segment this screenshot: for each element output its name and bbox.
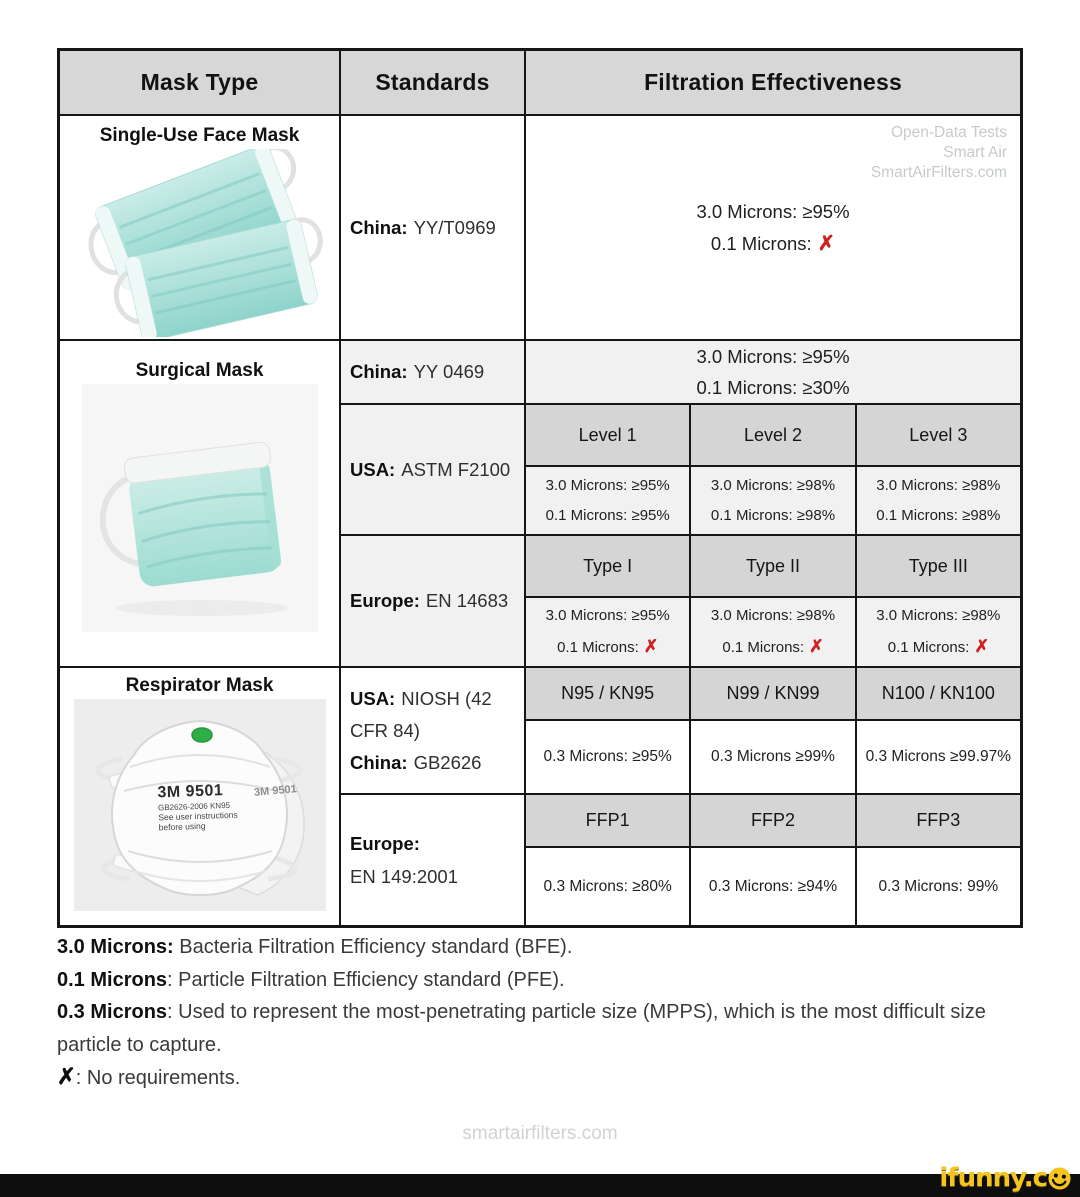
- ffp3-value: 0.3 Microns: 99%: [878, 877, 999, 895]
- watermark-line: Open-Data Tests: [890, 124, 1007, 141]
- surgical-mask-title: Surgical Mask: [135, 360, 264, 381]
- header-mask-type: Mask Type: [60, 51, 341, 114]
- pfe-label: 0.1 Microns:: [557, 639, 639, 656]
- standard-region: China:: [350, 751, 408, 773]
- bfe-value: 3.0 Microns: ≥98%: [876, 476, 1001, 494]
- x-mark-icon: ✗: [817, 231, 836, 255]
- single-use-mask-illustration: [72, 149, 328, 337]
- standard-code: NIOSH (42 CFR 84): [350, 687, 492, 741]
- footnote-text: : No requirements.: [75, 1067, 241, 1089]
- level-3-header: Level 3: [909, 424, 968, 445]
- type-1-values: [526, 598, 691, 666]
- ifunny-logo: [939, 1163, 1072, 1193]
- pfe-value: 0.1 Microns: ≥98%: [710, 506, 836, 524]
- bfe-value: 3.0 Microns: ≥95%: [545, 476, 670, 494]
- level-2-values: [691, 467, 856, 534]
- surgical-usa-standard-cell: [341, 405, 526, 534]
- pfe-value: [711, 228, 835, 260]
- en14683-types-grid: [526, 536, 1020, 666]
- bfe-value: 3.0 Microns: ≥98%: [710, 476, 836, 494]
- table-header-row: [60, 51, 1020, 116]
- row-respirator-mask: [60, 668, 1020, 925]
- n95-value: 0.3 Microns: ≥95%: [526, 721, 691, 793]
- surgical-china-filtration-cell: [526, 341, 1020, 403]
- respirator-model-text: 3M 9501: [156, 782, 224, 802]
- standard-line: [350, 747, 508, 779]
- standard-code: ASTM F2100: [401, 458, 511, 480]
- watermark-line: Smart Air: [943, 144, 1007, 161]
- n95-header: N95 / KN95: [526, 668, 691, 719]
- smart-air-watermark: [871, 123, 1007, 183]
- surgical-mask-image: [82, 384, 318, 632]
- standard-code: EN 149:2001: [350, 866, 459, 887]
- pfe-label: 0.1 Microns:: [722, 639, 805, 656]
- respirator-back-model-text: 3M 9501: [253, 783, 297, 799]
- bfe-value: 3.0 Microns: ≥98%: [710, 607, 836, 624]
- n99-value: 0.3 Microns ≥99%: [691, 721, 856, 793]
- pfe-value: 0.1 Microns: ≥30%: [696, 377, 850, 398]
- x-mark-icon: ✗: [57, 1064, 76, 1089]
- en14683-types-header: [526, 536, 1020, 598]
- bfe-value: 3.0 Microns: ≥95%: [696, 200, 850, 222]
- level-1-header: Level 1: [526, 405, 691, 465]
- surgical-mask-cell: [60, 341, 341, 666]
- footnote-bfe: [57, 931, 989, 964]
- footnote-label: 0.1 Microns: [57, 968, 168, 991]
- ifunny-logo-text: ifunny.c: [939, 1163, 1047, 1193]
- pfe-value: 0.1 Microns: ≥98%: [876, 506, 1001, 524]
- x-mark-icon: ✗: [643, 636, 659, 656]
- respirator-mask-image: [74, 699, 326, 911]
- ffp2-header: FFP2: [691, 795, 856, 846]
- surgical-europe-standard-cell: [341, 536, 526, 666]
- respirator-print-label: [157, 782, 238, 833]
- standard-region: China:: [350, 361, 408, 382]
- level-1-values: [526, 467, 691, 534]
- pfe-label: 0.1 Microns:: [887, 639, 970, 656]
- level-3-values: [857, 467, 1020, 534]
- footnotes: [57, 931, 989, 1095]
- niosh-classes-grid: [526, 668, 1020, 793]
- pfe-value: [557, 631, 658, 663]
- type-3-values: [857, 598, 1020, 666]
- bfe-value: 3.0 Microns: ≥95%: [696, 346, 850, 367]
- type-1-header: Type I: [526, 536, 691, 596]
- niosh-classes-header: [526, 668, 1020, 721]
- footnote-x: [57, 1061, 989, 1095]
- single-use-filtration-cell: [526, 116, 1020, 339]
- pfe-value: [888, 631, 989, 663]
- respirator-europe-subrow: [341, 795, 1020, 925]
- x-mark-icon: ✗: [809, 636, 824, 656]
- respirator-niosh-standard-cell: [341, 668, 526, 793]
- bfe-value: 3.0 Microns: ≥98%: [876, 607, 1001, 624]
- standard-code: YY 0469: [413, 361, 485, 382]
- pfe-label: 0.1 Microns:: [710, 232, 812, 254]
- surgical-china-standard-cell: [341, 341, 526, 403]
- surgical-europe-subrow: [341, 536, 1020, 666]
- x-mark-icon: ✗: [974, 636, 989, 656]
- mask-comparison-table: [57, 48, 1023, 928]
- header-filtration-effectiveness: Filtration Effectiveness: [644, 69, 902, 95]
- surgical-mask-illustration: [82, 384, 318, 632]
- header-standards: Standards: [341, 51, 526, 114]
- ifunny-smiley-icon: [1047, 1166, 1072, 1191]
- n99-header: N99 / KN99: [691, 668, 856, 719]
- respirator-mask-title: Respirator Mask: [125, 675, 274, 696]
- type-2-values: [691, 598, 856, 666]
- n100-header: N100 / KN100: [881, 683, 995, 703]
- astm-levels-values: [526, 467, 1020, 534]
- pfe-value: [722, 631, 823, 663]
- respirator-note-text: See user instructions: [157, 809, 238, 823]
- standard-region: USA:: [350, 687, 396, 709]
- smartairfilters-watermark: smartairfilters.com: [462, 1123, 618, 1144]
- level-2-header: Level 2: [691, 405, 856, 465]
- ffp3-header: FFP3: [916, 810, 961, 830]
- single-use-mask-cell: [60, 116, 341, 339]
- ffp2-value: 0.3 Microns: ≥94%: [691, 848, 856, 925]
- respirator-europe-standard-cell: [341, 795, 526, 925]
- respirator-mask-cell: [60, 668, 341, 925]
- standard-region: China:: [350, 216, 408, 238]
- single-use-standard-cell: [341, 116, 526, 339]
- respirator-cert-text: GB2626-2006 KN95: [157, 800, 230, 813]
- ffp-classes-grid: [526, 795, 1020, 925]
- ifunny-bar: [0, 1163, 1080, 1197]
- single-use-mask-title: Single-Use Face Mask: [99, 125, 300, 146]
- ffp-classes-header: [526, 795, 1020, 848]
- footnote-mpps: [57, 996, 989, 1061]
- standard-region: USA:: [350, 458, 396, 480]
- watermark-line: SmartAirFilters.com: [870, 164, 1007, 181]
- respirator-note-text: before using: [158, 820, 206, 833]
- standard-code: GB2626: [413, 751, 482, 773]
- surgical-china-subrow: [341, 341, 1020, 405]
- footnote-pfe: [57, 964, 989, 997]
- standard-region: Europe:: [350, 590, 420, 611]
- type-2-header: Type II: [691, 536, 856, 596]
- standard-code: YY/T0969: [413, 216, 496, 238]
- type-3-header: Type III: [908, 555, 968, 576]
- footnote-text: : Used to represent the most-penetrating particle size (MPPS), which is the most difficult size particle to capture.: [57, 1001, 986, 1056]
- bfe-value: 3.0 Microns: ≥95%: [545, 607, 670, 624]
- n100-value: 0.3 Microns ≥99.97%: [865, 748, 1012, 765]
- row-single-use-mask: [60, 116, 1020, 341]
- astm-levels-header: [526, 405, 1020, 467]
- standard-region: Europe:: [350, 833, 420, 854]
- ffp-classes-values: [526, 848, 1020, 925]
- standard-code: EN 14683: [425, 590, 509, 611]
- single-use-mask-image: [72, 149, 328, 337]
- standard-line: [350, 683, 508, 747]
- footnote-text: Bacteria Filtration Efficiency standard (BFE).: [173, 936, 573, 958]
- row-surgical-mask: [60, 341, 1020, 668]
- footnote-label: 0.3 Microns: [57, 1001, 168, 1023]
- surgical-usa-subrow: [341, 405, 1020, 536]
- astm-levels-grid: [526, 405, 1020, 534]
- respirator-niosh-subrow: [341, 668, 1020, 795]
- pfe-value: 0.1 Microns: ≥95%: [545, 506, 670, 524]
- footnote-text: : Particle Filtration Efficiency standard (PFE).: [167, 968, 565, 991]
- footnote-label: 3.0 Microns:: [57, 936, 174, 958]
- ffp1-value: 0.3 Microns: ≥80%: [526, 848, 691, 925]
- niosh-classes-values: [526, 721, 1020, 793]
- en14683-types-values: [526, 598, 1020, 666]
- ffp1-header: FFP1: [526, 795, 691, 846]
